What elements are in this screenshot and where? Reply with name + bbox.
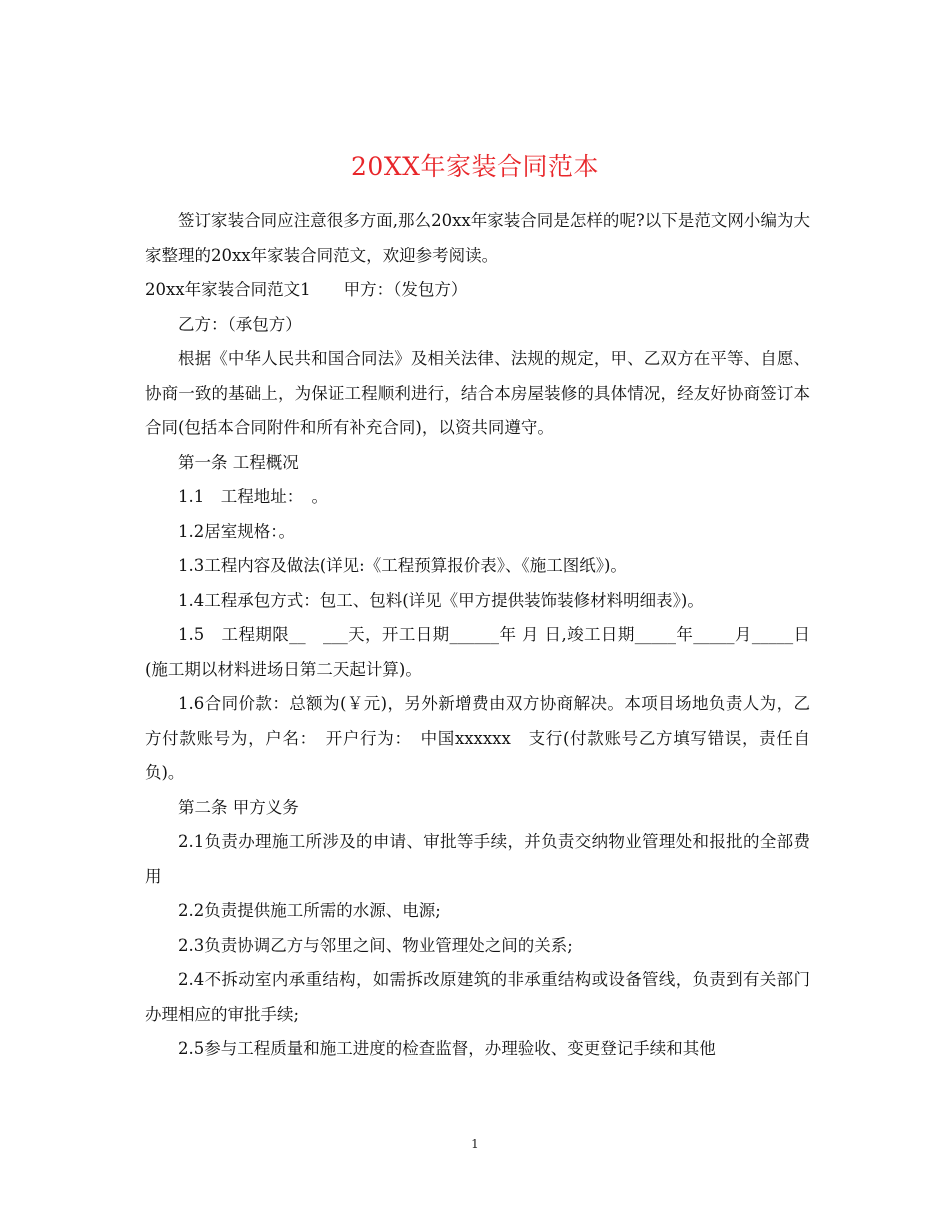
clause-1-1: 1.1 工程地址： 。 [178,487,328,506]
page-number: 1 [471,1137,479,1151]
clause-2-1: 2.1负责办理施工所涉及的申请、审批等手续，并负责交纳物业管理处和报批的全部费用 [145,832,810,886]
paragraph-intro: 签订家装合同应注意很多方面,那么20xx年家装合同是怎样的呢?以下是范文网小编为大家整理的20xx年家装合同范文，欢迎参考阅读。 [145,211,810,265]
document-title: 20XX年家装合同范本 [351,151,599,181]
clause-2-4: 2.4不拆动室内承重结构，如需拆改原建筑的非承重结构或设备管线，负责到有关部门办理相应的审批手续; [145,970,810,1024]
document-body [145,204,810,1067]
clause-1-2: 1.2居室规格：。 [178,521,295,541]
clause-1-4: 1.4工程承包方式：包工、包料(详见《甲方提供装饰装修材料明细表》)。 [178,590,704,610]
clause-2-5: 2.5参与工程质量和施工进度的检查监督，办理验收、变更登记手续和其他 [178,1039,716,1058]
section-heading-2: 第二条 甲方义务 [178,797,299,817]
section-heading-1: 第一条 工程概况 [178,452,299,472]
paragraph-party-b: 乙方：（承包方） [178,314,302,334]
clause-2-3: 2.3负责协调乙方与邻里之间、物业管理处之间的关系; [178,935,573,955]
paragraph-preamble: 根据《中华人民共和国合同法》及相关法律、法规的规定，甲、乙双方在平等、自愿、协商一致的基础上，为保证工程顺利进行，结合本房屋装修的具体情况，经友好协商签订本合同(包括本合同附件和所有补充合同)，以资共同遵守。 [145,349,810,437]
clause-1-5: 1.5 工程期限__ ___天，开工日期______年 月 日,竣工日期_____年_____月_____日(施工期以材料进场日第二天起计算)。 [145,625,810,679]
paragraph-party-a: 20xx年家装合同范文1 甲方：（发包方） [145,280,468,299]
clause-1-6: 1.6合同价款：总额为(￥元)，另外新增费由双方协商解决。本项目场地负责人为，乙方付款账号为，户名： 开户行为： 中国xxxxxx 支行(付款账号乙方填写错误，责任自负)。 [145,694,810,782]
clause-1-3: 1.3工程内容及做法(详见:《工程预算报价表》、《施工图纸》)。 [178,556,627,575]
clause-2-2: 2.2负责提供施工所需的水源、电源; [178,901,441,920]
